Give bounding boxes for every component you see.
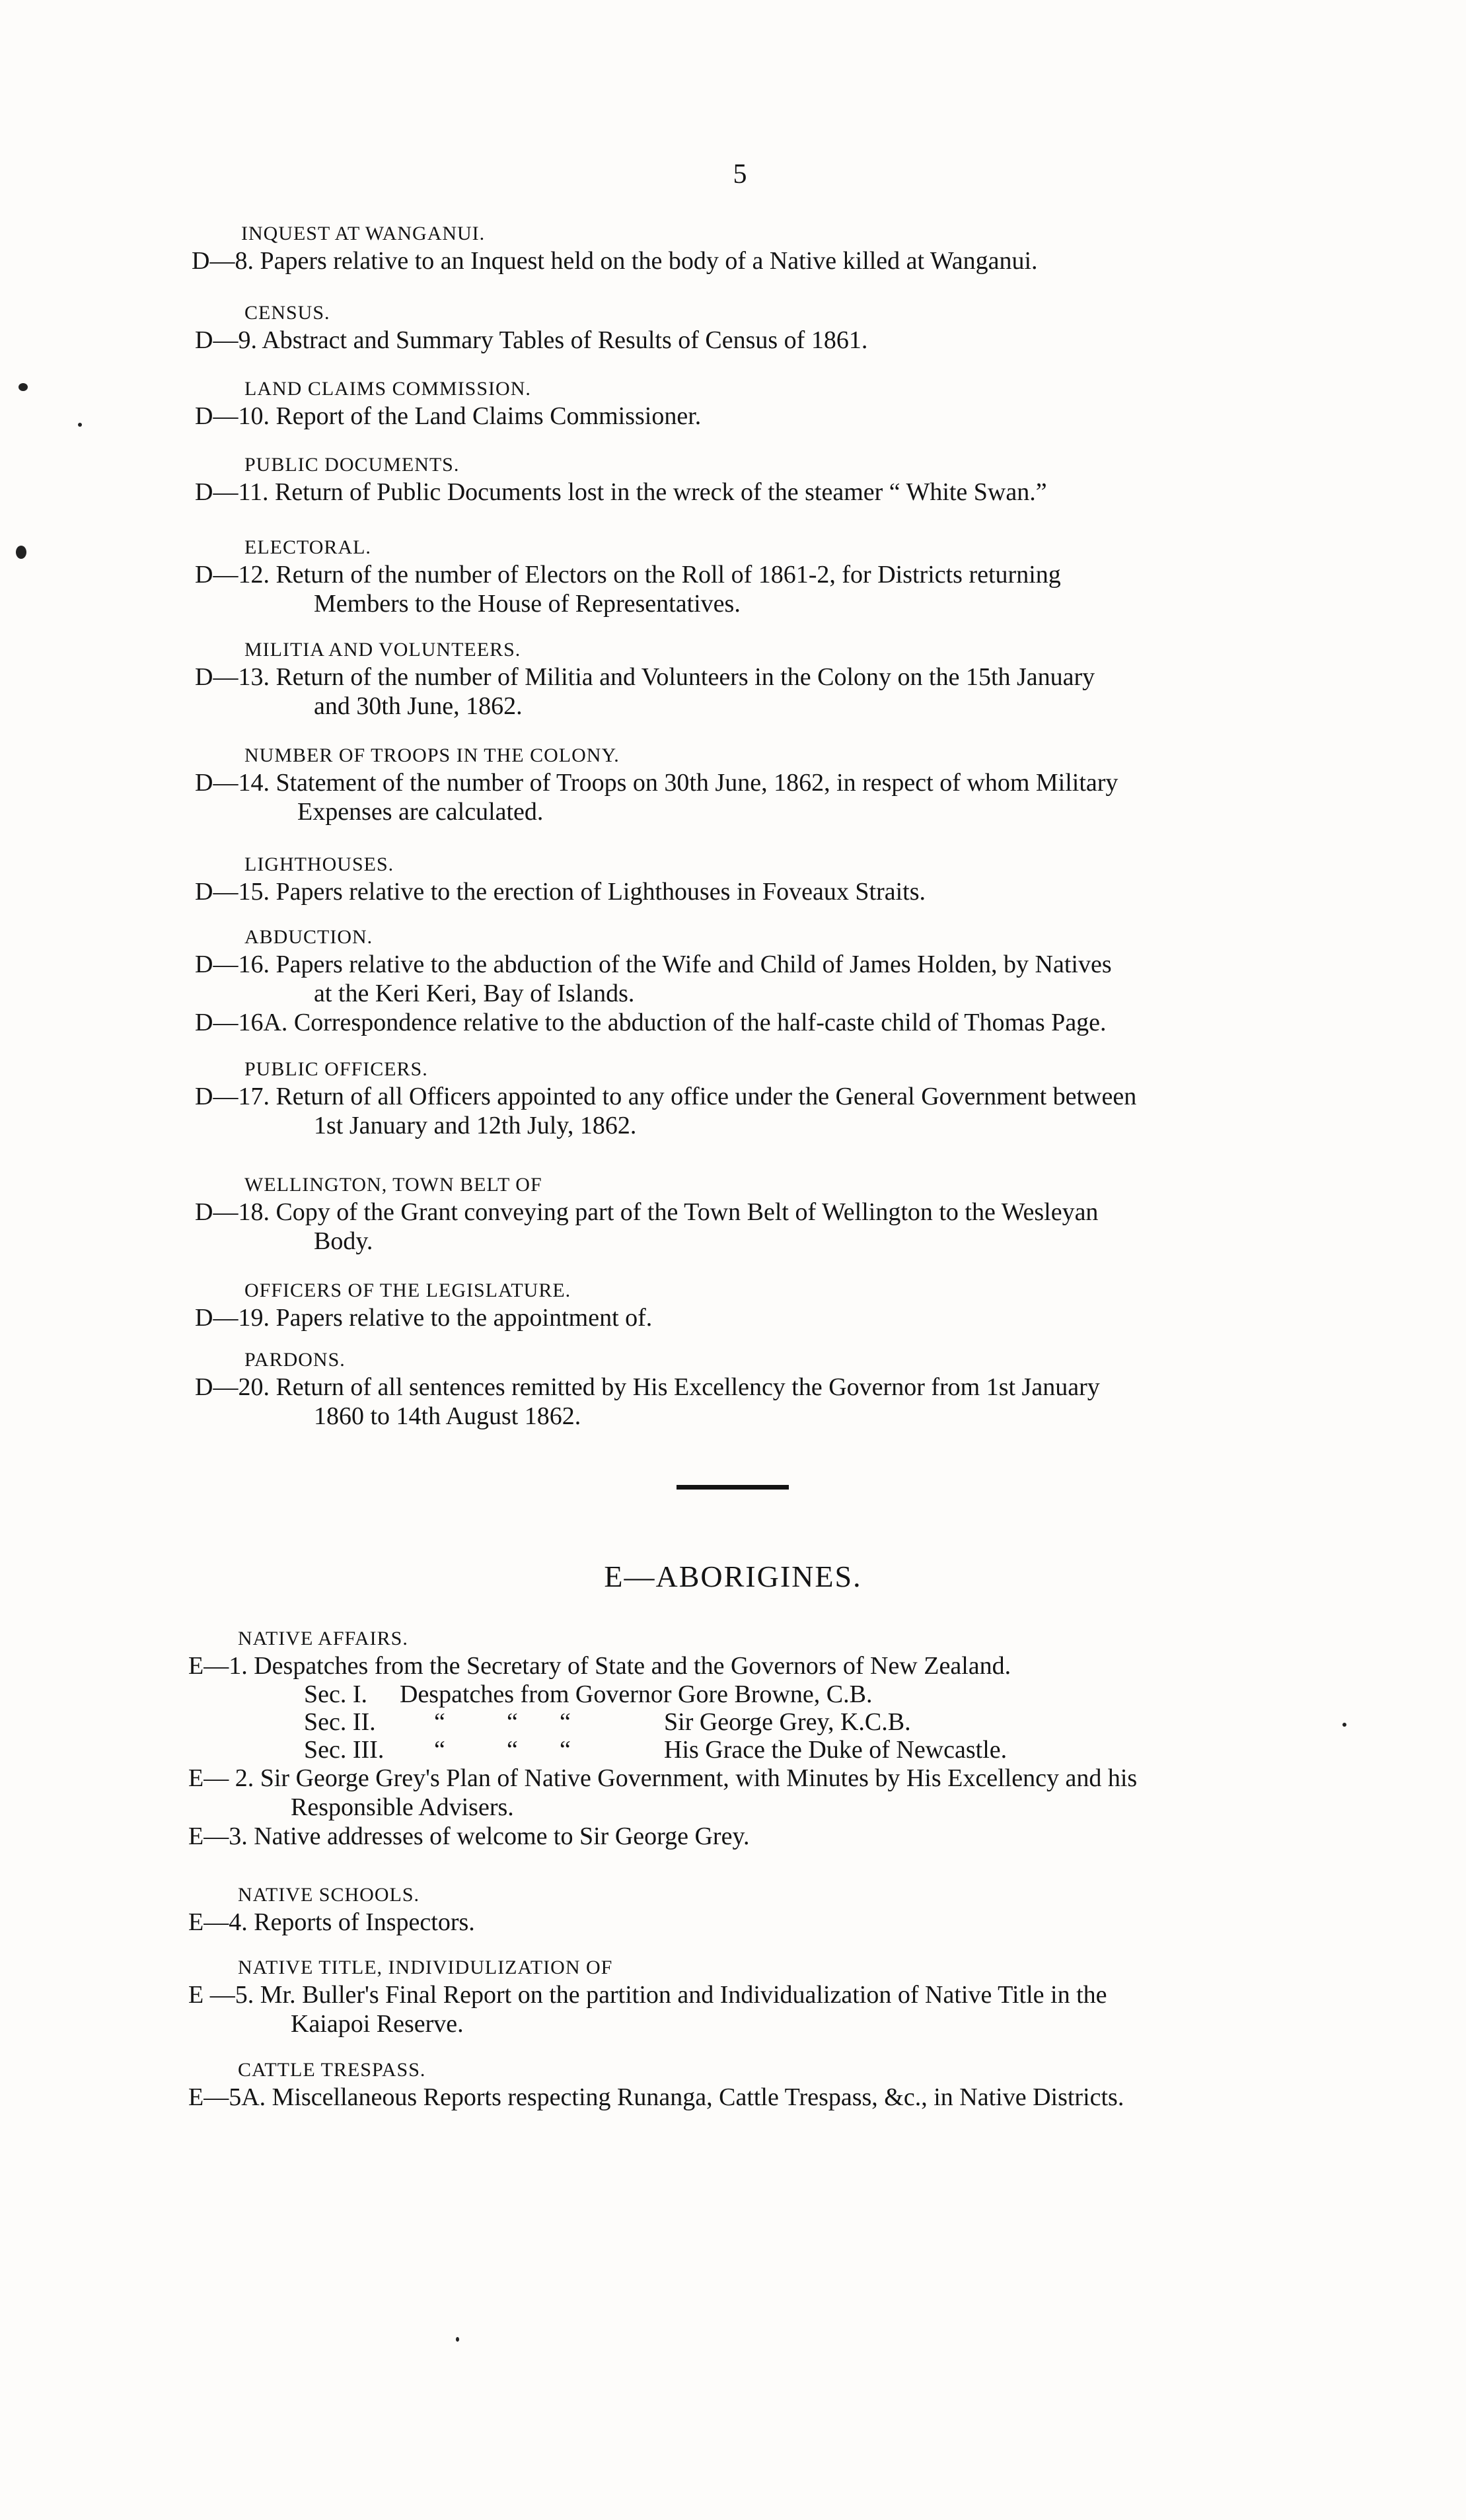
- entry-text-line-1: Copy of the Grant conveying part of the Town Belt of Wellington to the Wesleyan: [275, 1198, 1099, 1226]
- section-d-10: [195, 1057, 1305, 1140]
- section-d-13: [195, 1348, 1305, 1431]
- entry-text-line-1: Statement of the number of Troops on 30th June, 1862, in respect of whom Military: [275, 769, 1118, 797]
- ditto-mark: “: [560, 1708, 571, 1736]
- entry-code: E—3.: [188, 1822, 248, 1850]
- aborigines-heading: E—ABORIGINES.: [604, 1560, 862, 1593]
- ditto-mark: “: [507, 1736, 518, 1764]
- section-divider-rule: [677, 1485, 789, 1490]
- entry-e3: [188, 1822, 1298, 1851]
- entry: [195, 326, 1305, 355]
- section-heading: CENSUS.: [244, 302, 330, 324]
- entry-code: E—1.: [188, 1652, 248, 1680]
- entry-code: D—20.: [195, 1373, 270, 1401]
- section-d-2: [195, 301, 1305, 355]
- section-heading: OFFICERS OF THE LEGISLATURE.: [244, 1279, 571, 1301]
- entry-text-line-1: Report of the Land Claims Commissioner.: [275, 402, 702, 430]
- entry: [195, 1008, 1305, 1037]
- entry-code: D—13.: [195, 663, 270, 691]
- entry-text-line-2: Kaiapoi Reserve.: [291, 2010, 464, 2038]
- entry-code: D—18.: [195, 1198, 270, 1226]
- sub-entry-sec-2: [188, 1708, 1298, 1736]
- section-d-3: [195, 377, 1305, 431]
- ditto-mark: “: [507, 1708, 518, 1736]
- section-d-4: [195, 452, 1305, 507]
- entry-e4: [188, 1908, 1298, 1937]
- entry-code: D—14.: [195, 769, 270, 797]
- section-cattle-trespass: [188, 2058, 1298, 2112]
- entry-code: D—11.: [195, 478, 269, 506]
- sub-entry-label: Sec. III.: [304, 1736, 385, 1764]
- section-native-schools: [188, 1883, 1298, 1937]
- ink-speck: [78, 423, 82, 427]
- section-d-1: [192, 221, 1301, 275]
- entry: [192, 246, 1301, 275]
- entry-code: D—15.: [195, 878, 270, 906]
- ink-speck: [18, 383, 28, 391]
- entry: [195, 1082, 1305, 1140]
- section-d-11: [195, 1172, 1305, 1256]
- section-heading: NATIVE SCHOOLS.: [238, 1884, 420, 1906]
- entry-text-line-2: Members to the House of Representatives.: [314, 590, 741, 618]
- entry-text-line-1: Return of all sentences remitted by His Excellency the Governor from 1st January: [275, 1373, 1100, 1401]
- sub-entry-sec-3: [188, 1736, 1298, 1764]
- entry-text-line-2: at the Keri Keri, Bay of Islands.: [314, 980, 635, 1007]
- entry-text-line-2: Expenses are calculated.: [297, 798, 544, 826]
- entry-code: D—16.: [195, 951, 270, 978]
- entry: [195, 1198, 1305, 1256]
- entry-text: Miscellaneous Reports respecting Runanga, Cattle Trespass, &c., in Native Districts.: [272, 2083, 1124, 2111]
- section-d-6: [195, 637, 1305, 721]
- section-heading: ABDUCTION.: [244, 926, 373, 948]
- entry: [195, 950, 1305, 1008]
- ink-speck: [16, 546, 26, 559]
- entry-text-line-1: Papers relative to the appointment of.: [275, 1304, 653, 1332]
- entry: [195, 560, 1305, 618]
- entry-e5a: [188, 2083, 1298, 2112]
- entry-text-line-2: Body.: [314, 1227, 373, 1255]
- entry-code: E —5.: [188, 1981, 254, 2009]
- section-heading: ELECTORAL.: [244, 536, 371, 558]
- section-heading: WELLINGTON, TOWN BELT OF: [244, 1174, 542, 1196]
- section-heading: MILITIA AND VOLUNTEERS.: [244, 639, 521, 661]
- section-native-title: [188, 1955, 1298, 2038]
- entry-code: D—19.: [195, 1304, 270, 1332]
- section-heading: LAND CLAIMS COMMISSION.: [244, 378, 531, 400]
- entry-text-line-2: Responsible Advisers.: [291, 1793, 514, 1821]
- ditto-mark: “: [434, 1708, 445, 1736]
- entry-code: E— 2.: [188, 1764, 254, 1792]
- entry: [195, 1303, 1305, 1332]
- section-heading: PUBLIC DOCUMENTS.: [244, 454, 460, 476]
- entry-code: D—17.: [195, 1083, 270, 1110]
- entry-e5: [188, 1980, 1298, 2038]
- ink-speck: [456, 2337, 459, 2342]
- section-d-5: [195, 535, 1305, 618]
- entry-text: Native addresses of welcome to Sir George Grey.: [254, 1822, 750, 1850]
- section-heading: NATIVE TITLE, INDIVIDULIZATION OF: [238, 1957, 613, 1978]
- section-heading: INQUEST AT WANGANUI.: [241, 223, 486, 244]
- entry: [195, 663, 1305, 721]
- section-heading: PUBLIC OFFICERS.: [244, 1058, 428, 1080]
- entry-code: D—10.: [195, 402, 270, 430]
- section-heading: NUMBER OF TROOPS IN THE COLONY.: [244, 744, 620, 766]
- entry-text-line-2: 1st January and 12th July, 1862.: [314, 1112, 637, 1139]
- sub-entry-text: His Grace the Duke of Newcastle.: [664, 1736, 1008, 1764]
- entry-text-line-1: Papers relative to the erection of Lighthouses in Foveaux Straits.: [275, 878, 926, 906]
- entry: [195, 877, 1305, 906]
- sub-entry-text: Despatches from Governor Gore Browne, C.B.: [400, 1680, 873, 1708]
- entry-e2: [188, 1764, 1298, 1822]
- section-heading: CATTLE TRESPASS.: [238, 2059, 426, 2081]
- entry-e1: [188, 1651, 1298, 1680]
- entry-text-line-1: Return of the number of Electors on the Roll of 1861-2, for Districts returning: [275, 561, 1061, 589]
- entry-text: Reports of Inspectors.: [254, 1908, 475, 1936]
- entry: [195, 478, 1305, 507]
- entry-text-line-1: Return of all Officers appointed to any office under the General Government between: [275, 1083, 1137, 1110]
- entry-text-line-1: Correspondence relative to the abduction of the half-caste child of Thomas Page.: [293, 1009, 1107, 1036]
- entry-code: D—16A.: [195, 1009, 288, 1036]
- entry-text-line-1: Return of the number of Militia and Volunteers in the Colony on the 15th January: [275, 663, 1095, 691]
- section-heading: NATIVE AFFAIRS.: [238, 1628, 408, 1649]
- ditto-mark: “: [560, 1736, 571, 1764]
- entry-text-line-1: Papers relative to an Inquest held on the body of a Native killed at Wanganui.: [260, 247, 1038, 275]
- section-d-12: [195, 1278, 1305, 1332]
- section-d-9: [195, 925, 1305, 1037]
- entry-code: D—12.: [195, 561, 270, 589]
- entry-text-line-2: 1860 to 14th August 1862.: [314, 1402, 581, 1430]
- sub-entry-label: Sec. II.: [304, 1708, 376, 1736]
- entry: [195, 1373, 1305, 1431]
- entry-text-line-1: Papers relative to the abduction of the Wife and Child of James Holden, by Natives: [275, 951, 1112, 978]
- entry-text-line-2: and 30th June, 1862.: [314, 692, 523, 720]
- sub-entry-sec-1: [188, 1680, 1298, 1708]
- entry-text-line-1: Abstract and Summary Tables of Results of Census of 1861.: [262, 326, 868, 354]
- section-d-7: [195, 743, 1305, 826]
- entry-code: E—4.: [188, 1908, 248, 1936]
- entry-text-line-1: Return of Public Documents lost in the wreck of the steamer “ White Swan.”: [275, 478, 1047, 506]
- section-d-8: [195, 852, 1305, 906]
- entry-text: Despatches from the Secretary of State and the Governors of New Zealand.: [254, 1652, 1011, 1680]
- sub-entry-label: Sec. I.: [304, 1680, 368, 1708]
- ditto-mark: “: [434, 1736, 445, 1764]
- section-heading: PARDONS.: [244, 1349, 346, 1371]
- entry-code: D—9.: [195, 326, 257, 354]
- entry-text-line-1: Mr. Buller's Final Report on the partition and Individualization of Native Title in the: [260, 1981, 1107, 2009]
- sub-entry-text: Sir George Grey, K.C.B.: [664, 1708, 911, 1736]
- page-number: 5: [733, 159, 747, 190]
- section-heading: LIGHTHOUSES.: [244, 853, 394, 875]
- ink-speck: [1342, 1723, 1346, 1727]
- entry-text-line-1: Sir George Grey's Plan of Native Government, with Minutes by His Excellency and his: [260, 1764, 1138, 1792]
- entry-code: E—5A.: [188, 2083, 266, 2111]
- entry: [195, 402, 1305, 431]
- entry-code: D—8.: [192, 247, 254, 275]
- entry: [195, 768, 1305, 826]
- section-native-affairs: [188, 1626, 1298, 1851]
